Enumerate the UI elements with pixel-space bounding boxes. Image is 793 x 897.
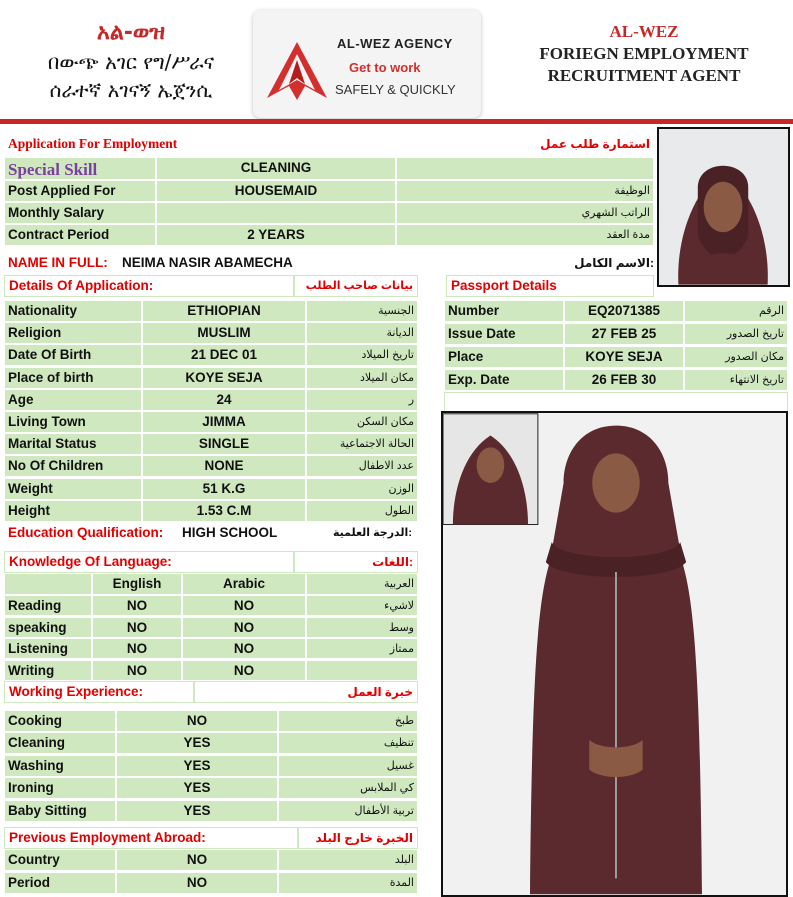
language-row-label: Listening: [4, 638, 92, 659]
post-applied-arabic: الوظيفة: [396, 180, 654, 202]
language-row-english: NO: [92, 660, 182, 681]
details-row-arabic: مكان السكن: [306, 411, 418, 433]
experience-row-arabic: تنظيف: [278, 732, 418, 754]
previous-row-value: NO: [116, 849, 278, 871]
amharic-title-line2: በውጭ አገር የግ/ሥራና: [47, 50, 215, 74]
education-arabic: الدرجة العلمية:: [328, 522, 416, 543]
airplane-logo-icon: [265, 40, 329, 102]
language-row-english: NO: [92, 638, 182, 659]
english-title-line1: AL-WEZ: [609, 22, 679, 41]
language-row-arabic-label: ممتاز: [306, 638, 418, 659]
language-row-label: speaking: [4, 617, 92, 638]
experience-row-value: YES: [116, 755, 278, 777]
special-skill-value: CLEANING: [156, 157, 396, 180]
details-row-value: 24: [142, 389, 306, 411]
details-row-arabic: الديانة: [306, 322, 418, 344]
experience-row-arabic: تربية الأطفال: [278, 800, 418, 822]
experience-section-arabic: خبرة العمل: [194, 681, 418, 703]
experience-row-value: YES: [116, 800, 278, 822]
passport-spacer-row: [444, 392, 788, 412]
experience-row-value: YES: [116, 777, 278, 799]
experience-row-arabic: طبخ: [278, 710, 418, 732]
name-label: NAME IN FULL:: [4, 252, 116, 274]
language-section-label: Knowledge Of Language:: [4, 551, 294, 573]
experience-row-value: YES: [116, 732, 278, 754]
passport-row-value: 26 FEB 30: [564, 369, 684, 391]
monthly-salary-arabic: الراتب الشهري: [396, 202, 654, 224]
passport-row-arabic: مكان الصدور: [684, 346, 788, 368]
passport-row-label: Number: [444, 300, 564, 322]
application-label: Application For Employment: [4, 133, 304, 154]
passport-row-value: KOYE SEJA: [564, 346, 684, 368]
language-row-arabic-level: NO: [182, 617, 306, 638]
previous-row-value: NO: [116, 872, 278, 894]
education-value: HIGH SCHOOL: [178, 522, 328, 543]
details-row-arabic: عدد الاطفال: [306, 455, 418, 477]
details-row-value: MUSLIM: [142, 322, 306, 344]
language-col-arabic: Arabic: [182, 573, 306, 595]
passport-row-arabic: تاريخ الصدور: [684, 323, 788, 345]
passport-section-label: Passport Details: [446, 275, 654, 297]
previous-section-label: Previous Employment Abroad:: [4, 827, 298, 849]
amharic-title-line1: አል-ወዝ: [96, 20, 166, 45]
experience-row-value: NO: [116, 710, 278, 732]
previous-row-label: Period: [4, 872, 116, 894]
details-row-value: NONE: [142, 455, 306, 477]
passport-row-arabic: تاريخ الانتهاء: [684, 369, 788, 391]
contract-period-label: Contract Period: [4, 224, 156, 246]
language-row-arabic-level: NO: [182, 595, 306, 616]
passport-row-arabic: الرقم: [684, 300, 788, 322]
language-row-arabic-label: [306, 660, 418, 681]
name-arabic: الاسم الكامل:: [560, 252, 658, 274]
application-arabic: استمارة طلب عمل: [304, 133, 654, 154]
passport-row-value: EQ2071385: [564, 300, 684, 322]
details-row-label: No Of Children: [4, 455, 142, 477]
language-row-label: Writing: [4, 660, 92, 681]
details-row-label: Height: [4, 500, 142, 522]
language-row-label: Reading: [4, 595, 92, 616]
passport-row-label: Exp. Date: [444, 369, 564, 391]
language-row-arabic-level: NO: [182, 638, 306, 659]
name-value: NEIMA NASIR ABAMECHA: [118, 252, 418, 274]
experience-section-label: Working Experience:: [4, 681, 194, 703]
experience-row-arabic: كي الملابس: [278, 777, 418, 799]
experience-row-label: Cleaning: [4, 732, 116, 754]
special-skill-label: Special Skill: [4, 157, 156, 180]
post-applied-label: Post Applied For: [4, 180, 156, 202]
logo-agency-name: AL-WEZ AGENCY: [337, 36, 453, 51]
post-applied-value: HOUSEMAID: [156, 180, 396, 202]
details-row-label: Place of birth: [4, 367, 142, 389]
details-row-label: Age: [4, 389, 142, 411]
language-section-arabic: اللغات:: [294, 551, 418, 573]
details-row-value: SINGLE: [142, 433, 306, 455]
details-row-label: Date Of Birth: [4, 344, 142, 366]
contract-period-arabic: مدة العقد: [396, 224, 654, 246]
monthly-salary-label: Monthly Salary: [4, 202, 156, 224]
passport-row-label: Issue Date: [444, 323, 564, 345]
experience-row-label: Washing: [4, 755, 116, 777]
experience-row-label: Cooking: [4, 710, 116, 732]
details-row-value: 1.53 C.M: [142, 500, 306, 522]
details-row-value: KOYE SEJA: [142, 367, 306, 389]
details-row-value: ETHIOPIAN: [142, 300, 306, 322]
language-row-arabic-label: وسط: [306, 617, 418, 638]
header-red-rule: [0, 119, 793, 124]
details-row-label: Nationality: [4, 300, 142, 322]
details-row-arabic: تاريخ الميلاد: [306, 344, 418, 366]
details-row-arabic: الجنسية: [306, 300, 418, 322]
previous-row-arabic: البلد: [278, 849, 418, 871]
details-row-arabic: الحالة الاجتماعية: [306, 433, 418, 455]
details-section-label: Details Of Application:: [4, 275, 294, 297]
details-row-arabic: الوزن: [306, 478, 418, 500]
previous-section-arabic: الخبرة خارج البلد: [298, 827, 418, 849]
details-row-arabic: ر: [306, 389, 418, 411]
previous-row-label: Country: [4, 849, 116, 871]
details-section-arabic: بيانات صاحب الطلب: [294, 275, 418, 297]
special-skill-empty: [396, 157, 654, 180]
header: [0, 0, 793, 124]
language-col-arabic-label: العربية: [306, 573, 418, 595]
details-row-label: Religion: [4, 322, 142, 344]
details-row-label: Weight: [4, 478, 142, 500]
language-header-blank: [4, 573, 92, 595]
experience-row-arabic: غسيل: [278, 755, 418, 777]
amharic-title-line3: ሰራተኛ አገናኝ ኤጀንሲ: [49, 78, 213, 102]
details-row-label: Living Town: [4, 411, 142, 433]
logo-tagline-2: SAFELY & QUICKLY: [335, 82, 456, 97]
previous-row-arabic: المدة: [278, 872, 418, 894]
contract-period-value: 2 YEARS: [156, 224, 396, 246]
details-row-arabic: مكان الميلاد: [306, 367, 418, 389]
agency-logo: [253, 10, 481, 118]
details-row-arabic: الطول: [306, 500, 418, 522]
english-title-line3: RECRUITMENT AGENT: [547, 66, 741, 85]
education-label: Education Qualification:: [4, 522, 178, 543]
language-row-english: NO: [92, 595, 182, 616]
logo-tagline-1: Get to work: [349, 60, 421, 75]
applicant-fullbody-photo: [441, 411, 788, 897]
language-col-english: English: [92, 573, 182, 595]
applicant-headshot-photo: [657, 127, 790, 287]
details-row-value: JIMMA: [142, 411, 306, 433]
language-row-arabic-label: لاشيء: [306, 595, 418, 616]
details-row-value: 21 DEC 01: [142, 344, 306, 366]
english-title-line2: FORIEGN EMPLOYMENT: [539, 44, 749, 63]
experience-row-label: Ironing: [4, 777, 116, 799]
experience-row-label: Baby Sitting: [4, 800, 116, 822]
language-row-arabic-level: NO: [182, 660, 306, 681]
details-row-value: 51 K.G: [142, 478, 306, 500]
passport-row-label: Place: [444, 346, 564, 368]
details-row-label: Marital Status: [4, 433, 142, 455]
passport-row-value: 27 FEB 25: [564, 323, 684, 345]
monthly-salary-value: [156, 202, 396, 224]
language-row-english: NO: [92, 617, 182, 638]
